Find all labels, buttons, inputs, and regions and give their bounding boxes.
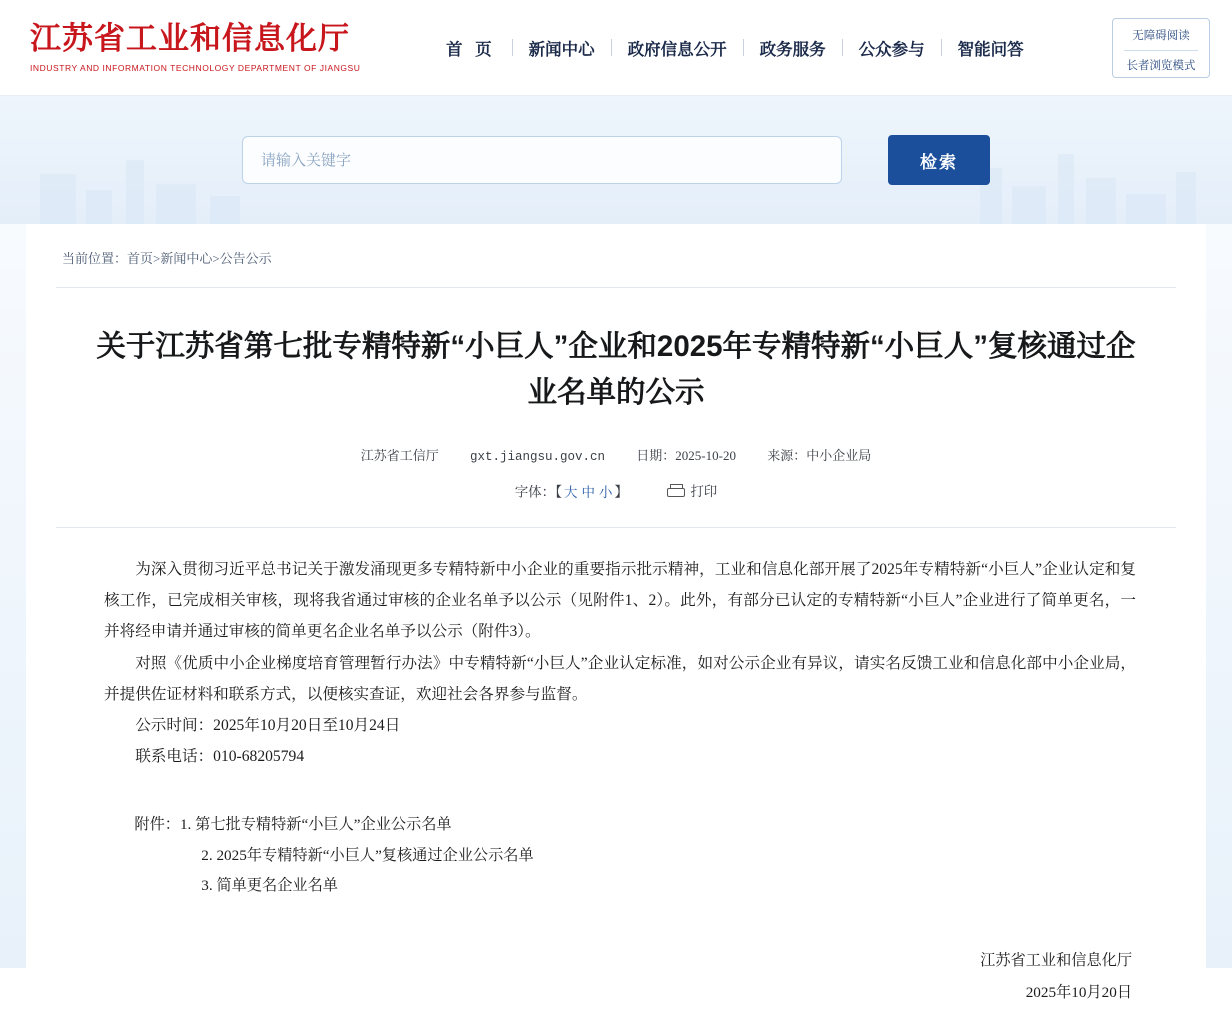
nav-item-smart-qa[interactable]: 智能问答 <box>957 40 1024 59</box>
article-body <box>104 554 1136 772</box>
nav-item-public-participation[interactable]: 公众参与 <box>858 40 925 59</box>
accessibility-reading-label[interactable]: 无障碍阅读 <box>1132 30 1190 42</box>
logo-title-cn: 江苏省工业和信息化厅 <box>30 21 350 57</box>
breadcrumb[interactable]: 当前位置：首页>新闻中心>公告公示 <box>62 251 272 266</box>
font-size-small[interactable]: 小 <box>598 484 613 500</box>
article-tools <box>26 480 1206 501</box>
article-signature <box>26 945 1132 1009</box>
signature-date: 2025年10月20日 <box>1025 984 1132 1002</box>
accessibility-divider <box>1124 50 1198 51</box>
signature-organization: 江苏省工业和信息化厅 <box>980 952 1132 970</box>
article-publicity-period: 公示时间：2025年10月20日至10月24日 <box>135 716 401 734</box>
nav-item-gov-info[interactable]: 政府信息公开 <box>627 40 727 59</box>
search-band <box>0 96 1232 224</box>
article-divider <box>56 527 1176 528</box>
font-size-large[interactable]: 大 <box>563 484 578 500</box>
font-bracket-right: 】 <box>614 484 628 500</box>
font-size-medium[interactable]: 中 <box>581 484 595 500</box>
elder-browsing-label[interactable]: 长者浏览模式 <box>1126 60 1196 72</box>
article-paragraph-2: 对照《优质中小企业梯度培育管理暂行办法》中专精特新“小巨人”企业认定标准，如对公示企业有异议，请实名反馈工业和信息化部中小企业局，并提供佐证材料和联系方式，以便核实查证，欢迎社会各界参与监督。 <box>104 654 1136 703</box>
attachment-list <box>104 810 1136 901</box>
nav-item-gov-service[interactable]: 政务服务 <box>759 40 826 59</box>
meta-department: 江苏省工信厅 <box>360 448 439 464</box>
nav-item-news[interactable]: 新闻中心 <box>528 40 595 59</box>
attachment-item-1[interactable]: 附件：1. 第七批专精特新“小巨人”企业公示名单 <box>134 816 452 834</box>
attachment-item-2[interactable]: 2. 2025年专精特新“小巨人”复核通过企业公示名单 <box>201 846 534 864</box>
accessibility-mode-box[interactable] <box>1112 18 1210 78</box>
breadcrumb-divider <box>56 287 1176 288</box>
site-header <box>0 0 1232 96</box>
article-title: 关于江苏省第七批专精特新“小巨人”企业和2025年专精特新“小巨人”复核通过企业名单的公示 <box>96 330 1136 409</box>
meta-date: 日期：2025-10-20 <box>636 448 736 464</box>
article-contact-phone: 联系电话：010-68205794 <box>135 748 305 766</box>
search-button[interactable]: 检索 <box>888 135 990 185</box>
print-label: 打印 <box>690 484 718 500</box>
meta-url: gxt.jiangsu.gov.cn <box>470 450 606 465</box>
article-paragraph-1: 为深入贯彻习近平总书记关于激发涌现更多专精特新中小企业的重要指示批示精神，工业和信息化部开展了2025年专精特新“小巨人”企业认定和复核工作，已完成相关审核，现将我省通过审核的企业名单予以公示（见附件1、2）。此外，有部分已认定的专精特新“小巨人”企业进行了简单更名，一并将经申请并通过审核的简单更名企业名单予以公示（附件3）。 <box>104 560 1136 641</box>
article-meta <box>26 445 1206 464</box>
content-card <box>26 224 1206 1019</box>
main-nav <box>430 36 1040 60</box>
search-input[interactable] <box>242 136 842 184</box>
attachment-item-3[interactable]: 3. 简单更名企业名单 <box>201 877 338 895</box>
meta-source: 来源：中小企业局 <box>767 448 872 464</box>
font-size-label: 字体： <box>514 484 556 500</box>
nav-item-home[interactable]: 首 页 <box>446 40 496 59</box>
logo-title-en: INDUSTRY AND INFORMATION TECHNOLOGY DEPARTMENT OF JIANGSU <box>30 62 361 73</box>
site-logo[interactable] <box>30 22 402 72</box>
print-button[interactable] <box>667 480 717 500</box>
font-bracket-left: 【 <box>555 484 562 500</box>
printer-icon <box>667 484 683 497</box>
